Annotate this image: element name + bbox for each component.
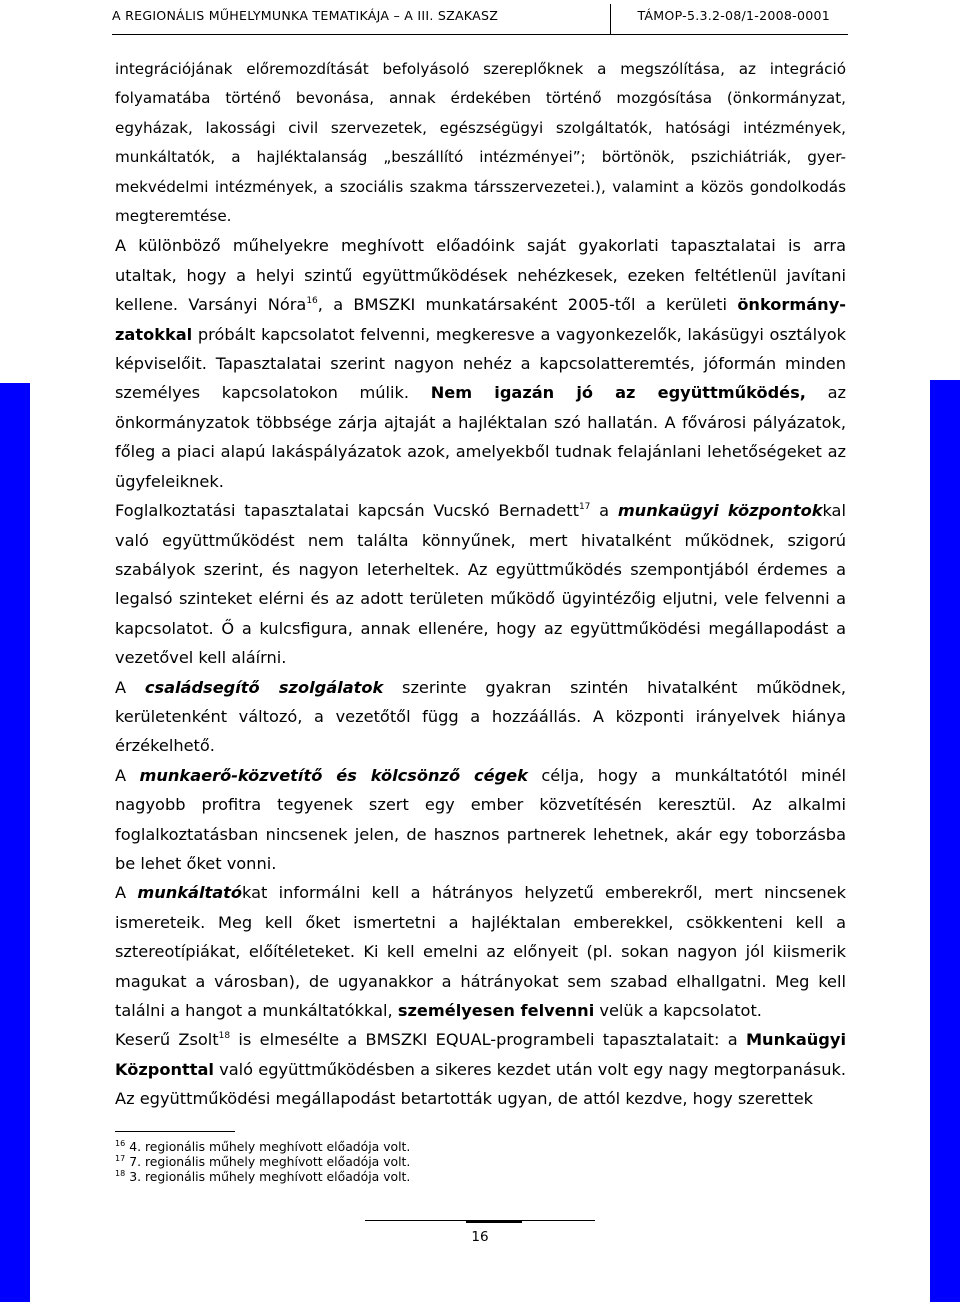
p3-text-3: kal való együttműködést nem találta könnyűnek, mert hivatalként működnek, szigorú szabályok szerint, és nagyon leterheltek. Az együttműködés szempontjából érdemes a legalsó szinteket elérni és az adott területen működő ügyintézőig eljutni, vele felvenni a kapcsolatot. Ő a kulcsfigura, annak ellenére, hogy az együttműködési megállapodást a vezetővel kell aláírni.	[115, 501, 846, 668]
footnote-number: 17	[115, 1154, 126, 1164]
p7-text-1: Keserű Zsolt	[115, 1030, 219, 1050]
footnote-number: 16	[115, 1139, 126, 1148]
right-blue-bar	[930, 380, 960, 1302]
paragraph-3	[115, 496, 846, 672]
footnote-text: 7. regionális műhely meghívott előadója volt.	[129, 1154, 411, 1170]
p3-text-1: Foglalkoztatási tapasztalatai kapcsán Vucskó Bernadett	[115, 501, 579, 521]
page-header	[112, 4, 830, 28]
p3-bold-italic: munkaügyi központok	[617, 501, 823, 521]
left-blue-bar	[0, 383, 30, 1302]
body-text	[115, 55, 846, 1114]
p6-bold: személyesen felvenni	[397, 1001, 595, 1020]
p2-bold-1: önkormány-zatokkal	[115, 295, 846, 344]
p7-text-2: is elmesélte a BMSZKI EQUAL-programbeli tapasztalatait: a	[230, 1030, 746, 1050]
p4-text-1: A	[115, 677, 145, 697]
header-title: A REGIONÁLIS MŰHELYMUNKA TEMATIKÁJA – A III. SZAKASZ	[112, 8, 499, 23]
p5-bold-italic: munkaerő-közvetítő és kölcsönző cégek	[139, 765, 528, 785]
p7-text-3: való együttműködésben a sikeres kezdet után volt egy nagy megtorpanásuk. Az együttműködési megállapodást betartották ugyan, de attól kezdve, hogy szerettek	[115, 1059, 846, 1109]
footnote-number: 18	[115, 1169, 126, 1179]
footnote-text: 4. regionális műhely meghívott előadója volt.	[129, 1139, 411, 1154]
footnote-ref-18: 18	[218, 1031, 231, 1042]
paragraph-7	[115, 1025, 846, 1113]
p6-bold-italic: munkáltató	[137, 883, 243, 903]
footer-rule-accent	[466, 1221, 522, 1223]
page-number: 16	[471, 1229, 489, 1245]
p5-text-2: célja, hogy a munkáltatótól minél nagyobb profitra tegyenek szert egy ember közvetítésén keresztül. Az alkalmi foglalkoztatásban nincsenek jelen, de hasznos partnerek lehetnek, akár egy toborzásba be lehet őket vonni.	[115, 765, 846, 873]
p6-text-1: A	[115, 883, 138, 903]
footnote-16	[115, 1139, 715, 1154]
p5-text-1: A	[115, 765, 140, 785]
footnotes	[115, 1139, 715, 1185]
header-project-code: TÁMOP-5.3.2-08/1-2008-0001	[637, 8, 830, 23]
p2-bold-2: Nem igazán jó az együttműködés,	[430, 383, 806, 403]
header-rule	[112, 34, 848, 35]
p3-text-2: a	[590, 501, 618, 521]
p4-bold-italic: családsegítő szolgálatok	[144, 677, 384, 697]
paragraph-2	[115, 231, 846, 496]
paragraph-4	[115, 673, 846, 761]
p6-text-3: velük a kapcsolatot.	[594, 1001, 762, 1020]
header-separator	[610, 4, 611, 34]
p4-text-2: szerinte gyakran szintén hivatalként működnek, kerületenként változó, a vezetőtől függ a hozzáállás. A központi irányelvek hiánya érzékelhető.	[115, 677, 846, 756]
paragraph-5	[115, 761, 846, 879]
p6-text-2: kat informálni kell a hátrányos helyzetű emberekről, mert nincsenek ismereteik. Meg kell őket ismertetni a hajléktalan emberekkel, csökkenteni kell a sztereotípiákat, előítéleteket. Ki kell emelni az előnyeit (pl. sokan nagyon jól kiismerik magukat a városban), de ugyanakkor a hátrányokat sem szabad elhallgatni. Meg kell találni a hangot a munkáltatókkal,	[115, 883, 846, 1020]
footnote-rule	[115, 1131, 235, 1132]
p7-bold: Munkaügyi Központtal	[115, 1030, 846, 1079]
p2-text-4: az önkormányzatok többsége zárja ajtaját a hajléktalan szó hallatán. A fővárosi pályázatok, főleg a piaci alapú lakáspályázatok azok, amelyekből tudnak felajánlani lehetőségeket az ügyfeleiknek.	[115, 383, 847, 491]
footnote-17	[115, 1154, 715, 1169]
p2-text-1: A különböző műhelyekre meghívott előadóink saját gyakorlati tapasztalatai is arra utaltak, hogy a helyi szintű együttműködések nehézkesek, ezeken feltétlenül javítani kellene. Varsányi Nóra	[115, 236, 846, 315]
p2-text-3: próbált kapcsolatot felvenni, megkeresve a vagyonkezelők, lakásügyi osztályok képviselőit. Tapasztalatai szerint nagyon nehéz a kapcsolatteremtés, jóformán minden személyes kapcsolatokon múlik.	[115, 324, 846, 403]
paragraph-6	[115, 878, 846, 1025]
footnote-18	[115, 1169, 715, 1184]
footnote-text: 3. regionális műhely meghívott előadója volt.	[129, 1169, 411, 1185]
footnote-ref-16: 16	[306, 296, 318, 307]
paragraph-1: integrációjának előremozdítását befolyásoló szereplőknek a megszólítása, az integráció folyamatába történő bevonása, annak érdekében történő mozgósítása (önkormányzat, egyházak, lakossági civil szervezetek, egészségügyi szolgáltatók, hatósági intézmények, munkáltatók, a hajléktalanság „beszállító intézményei”; börtönök, pszichiátriák, gyer-mekvédelmi intézmények, a szociális szakma társszervezetei.), valamint a közös gondolkodás megteremtése.	[115, 60, 846, 226]
footnote-ref-17: 17	[578, 502, 591, 513]
p2-text-2: , a BMSZKI munkatársaként 2005-től a kerületi	[317, 295, 738, 315]
